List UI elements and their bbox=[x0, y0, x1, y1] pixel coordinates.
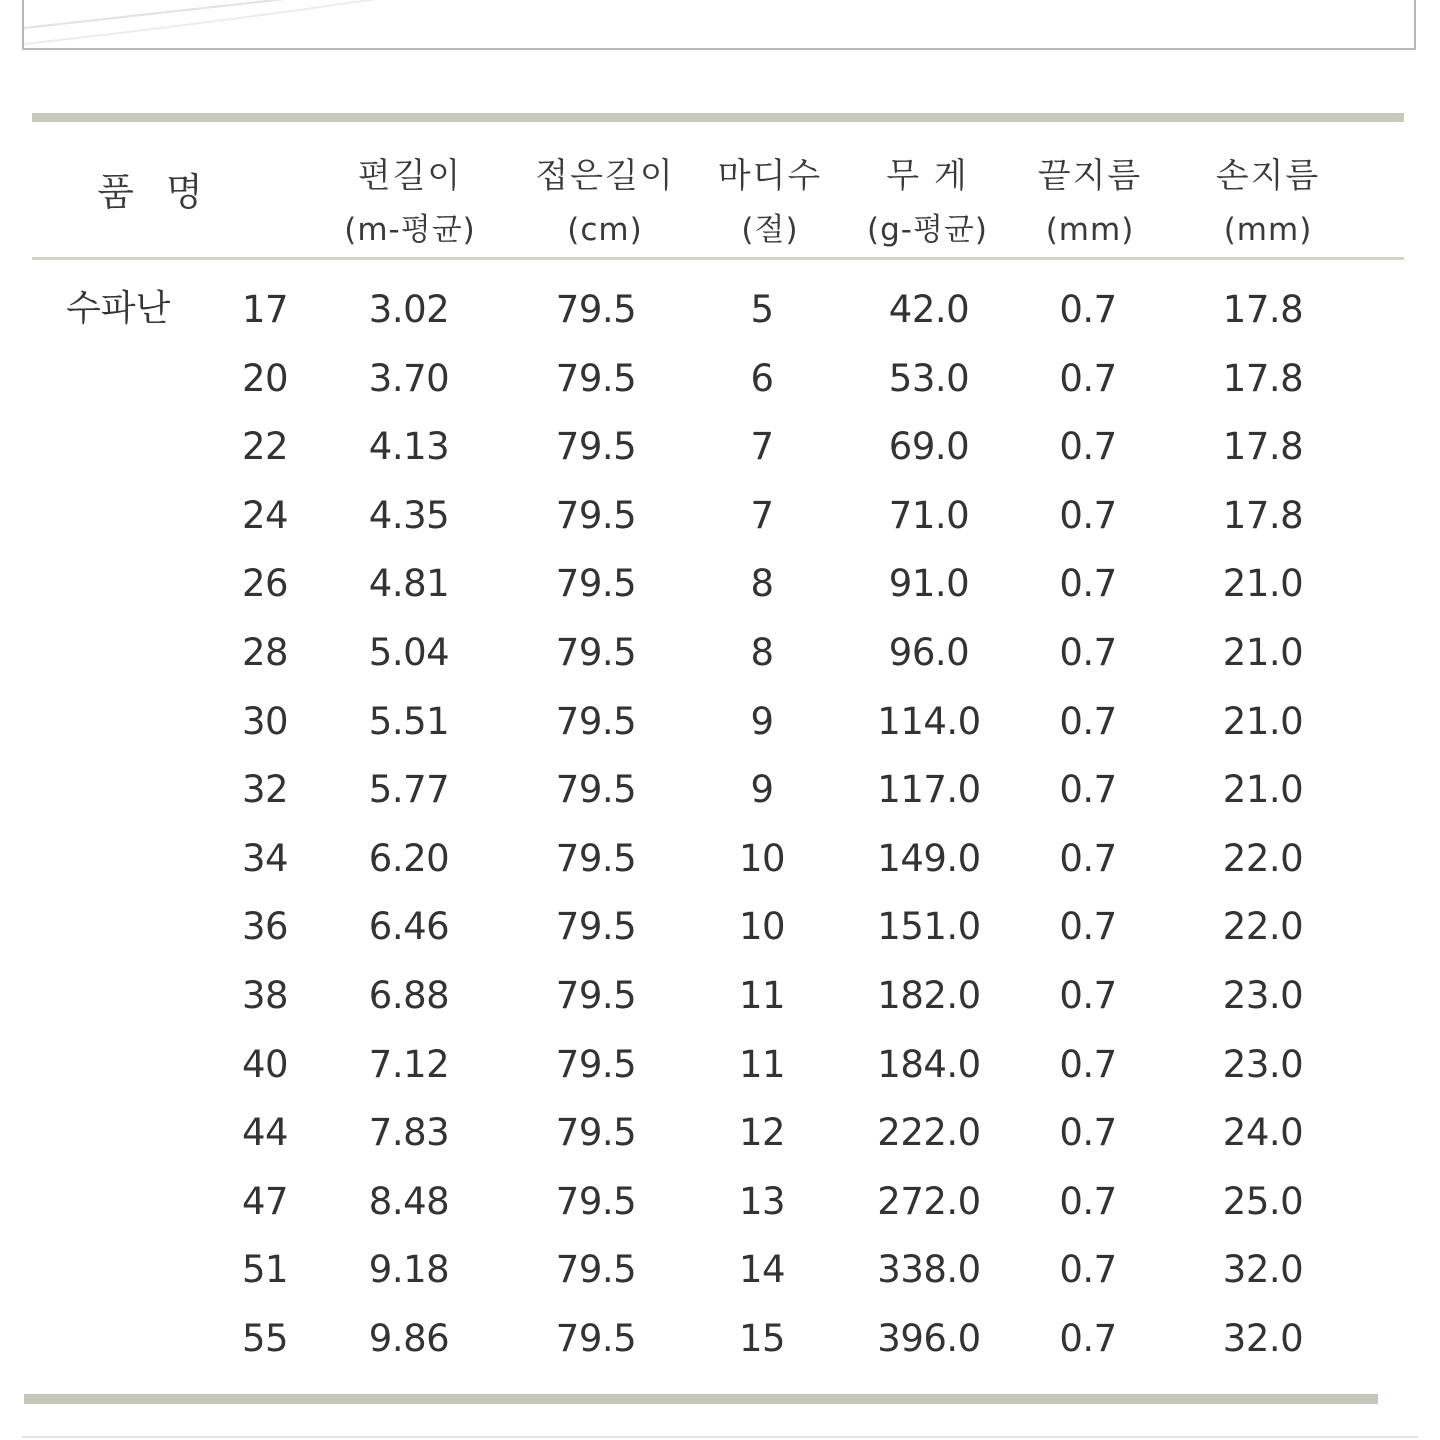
cell-grip-diameter: 21.0 bbox=[1222, 630, 1304, 674]
table-row bbox=[0, 1244, 1440, 1313]
table-row bbox=[0, 558, 1440, 627]
cell-folded-length: 79.5 bbox=[555, 493, 637, 537]
table-row bbox=[0, 1176, 1440, 1245]
cell-length: 3.02 bbox=[368, 288, 450, 331]
cell-sections: 10 bbox=[738, 905, 786, 949]
cell-length: 7.12 bbox=[368, 1042, 450, 1086]
cell-grip-diameter: 25.0 bbox=[1222, 1179, 1304, 1223]
cell-tip-diameter: 0.7 bbox=[1059, 630, 1117, 674]
cell-folded-length: 79.5 bbox=[555, 768, 637, 812]
table-row bbox=[0, 490, 1440, 559]
cell-grip-diameter: 32.0 bbox=[1222, 1316, 1304, 1360]
cell-length: 5.04 bbox=[368, 630, 450, 674]
cell-sections: 5 bbox=[750, 288, 774, 331]
cell-folded-length: 79.5 bbox=[555, 699, 637, 743]
cell-tip-diameter: 0.7 bbox=[1059, 973, 1117, 1017]
cell-weight: 396.0 bbox=[877, 1316, 981, 1360]
cell-tip-diameter: 0.7 bbox=[1059, 1042, 1117, 1086]
cell-folded-length: 79.5 bbox=[555, 973, 637, 1017]
cell-model: 26 bbox=[241, 562, 289, 606]
cell-grip-diameter: 21.0 bbox=[1222, 699, 1304, 743]
cell-weight: 91.0 bbox=[888, 562, 970, 606]
cell-weight: 117.0 bbox=[877, 768, 981, 812]
cell-length: 4.13 bbox=[368, 425, 450, 469]
cell-folded-length: 79.5 bbox=[555, 1316, 637, 1360]
decorative-curves bbox=[24, 0, 1416, 50]
cell-grip-diameter: 22.0 bbox=[1222, 905, 1304, 949]
cell-length: 9.18 bbox=[368, 1248, 450, 1292]
cell-weight: 272.0 bbox=[877, 1179, 981, 1223]
cell-sections: 7 bbox=[750, 493, 774, 537]
cell-folded-length: 79.5 bbox=[555, 836, 637, 880]
cell-model: 17 bbox=[241, 288, 289, 331]
cell-weight: 96.0 bbox=[888, 630, 970, 674]
cell-weight: 69.0 bbox=[888, 425, 970, 469]
cell-model: 34 bbox=[241, 836, 289, 880]
cell-model: 32 bbox=[241, 768, 289, 812]
table-top-rule bbox=[32, 113, 1404, 122]
cell-length: 6.88 bbox=[368, 973, 450, 1017]
cell-tip-diameter: 0.7 bbox=[1059, 288, 1117, 331]
cell-model: 36 bbox=[241, 905, 289, 949]
cell-sections: 14 bbox=[738, 1248, 786, 1292]
cell-tip-diameter: 0.7 bbox=[1059, 905, 1117, 949]
cell-tip-diameter: 0.7 bbox=[1059, 1248, 1117, 1292]
cell-weight: 338.0 bbox=[877, 1248, 981, 1292]
table-header-divider bbox=[32, 257, 1404, 260]
cell-folded-length: 79.5 bbox=[555, 1248, 637, 1292]
cell-folded-length: 79.5 bbox=[555, 1042, 637, 1086]
table-row bbox=[0, 1313, 1440, 1382]
header-product-name: 품 명 bbox=[97, 170, 213, 214]
cell-sections: 12 bbox=[738, 1111, 786, 1155]
cell-weight: 222.0 bbox=[877, 1111, 981, 1155]
cell-length: 6.46 bbox=[368, 905, 450, 949]
cell-tip-diameter: 0.7 bbox=[1059, 425, 1117, 469]
cell-model: 30 bbox=[241, 699, 289, 743]
cell-tip-diameter: 0.7 bbox=[1059, 493, 1117, 537]
cell-length: 4.81 bbox=[368, 562, 450, 606]
header-grip-diameter: 손지름 (mm) bbox=[1215, 156, 1321, 248]
cell-length: 5.77 bbox=[368, 768, 450, 812]
cell-sections: 9 bbox=[750, 768, 774, 812]
cell-model: 28 bbox=[241, 630, 289, 674]
cell-tip-diameter: 0.7 bbox=[1059, 699, 1117, 743]
cell-folded-length: 79.5 bbox=[555, 425, 637, 469]
cell-weight: 71.0 bbox=[888, 493, 970, 537]
cell-sections: 7 bbox=[750, 425, 774, 469]
cell-grip-diameter: 21.0 bbox=[1222, 562, 1304, 606]
cell-length: 4.35 bbox=[368, 493, 450, 537]
cell-length: 9.86 bbox=[368, 1316, 450, 1360]
header-weight: 무 게 (g-평균) bbox=[867, 156, 988, 248]
cell-weight: 149.0 bbox=[877, 836, 981, 880]
header-length: 편길이 (m-평균) bbox=[344, 156, 476, 248]
cell-tip-diameter: 0.7 bbox=[1059, 768, 1117, 812]
top-banner-frame bbox=[22, 0, 1416, 50]
cell-model: 40 bbox=[241, 1042, 289, 1086]
cell-model: 44 bbox=[241, 1111, 289, 1155]
cell-tip-diameter: 0.7 bbox=[1059, 1111, 1117, 1155]
table-row bbox=[0, 764, 1440, 833]
cell-grip-diameter: 23.0 bbox=[1222, 973, 1304, 1017]
cell-weight: 151.0 bbox=[877, 905, 981, 949]
cell-grip-diameter: 22.0 bbox=[1222, 836, 1304, 880]
cell-model: 24 bbox=[241, 493, 289, 537]
cell-grip-diameter: 24.0 bbox=[1222, 1111, 1304, 1155]
table-row bbox=[0, 970, 1440, 1039]
table-bottom-rule bbox=[24, 1394, 1378, 1404]
cell-sections: 8 bbox=[750, 630, 774, 674]
footer-divider bbox=[22, 1436, 1418, 1438]
cell-sections: 9 bbox=[750, 699, 774, 743]
cell-tip-diameter: 0.7 bbox=[1059, 1316, 1117, 1360]
product-name-cell: 수파난 bbox=[66, 288, 171, 329]
table-row bbox=[0, 353, 1440, 422]
cell-sections: 11 bbox=[738, 1042, 786, 1086]
cell-model: 55 bbox=[241, 1316, 289, 1360]
cell-length: 7.83 bbox=[368, 1111, 450, 1155]
cell-weight: 182.0 bbox=[877, 973, 981, 1017]
cell-model: 51 bbox=[241, 1248, 289, 1292]
table-row bbox=[0, 1039, 1440, 1108]
cell-weight: 53.0 bbox=[888, 356, 970, 400]
cell-length: 5.51 bbox=[368, 699, 450, 743]
cell-length: 3.70 bbox=[368, 356, 450, 400]
cell-length: 6.20 bbox=[368, 836, 450, 880]
cell-folded-length: 79.5 bbox=[555, 562, 637, 606]
cell-sections: 10 bbox=[738, 836, 786, 880]
cell-tip-diameter: 0.7 bbox=[1059, 1179, 1117, 1223]
header-sections: 마디수 (절) bbox=[717, 156, 823, 248]
cell-folded-length: 79.5 bbox=[555, 1179, 637, 1223]
cell-folded-length: 79.5 bbox=[555, 288, 637, 331]
cell-grip-diameter: 23.0 bbox=[1222, 1042, 1304, 1086]
header-tip-diameter: 끝지름 (mm) bbox=[1037, 156, 1143, 248]
cell-weight: 184.0 bbox=[877, 1042, 981, 1086]
cell-model: 38 bbox=[241, 973, 289, 1017]
cell-grip-diameter: 32.0 bbox=[1222, 1248, 1304, 1292]
table-row bbox=[0, 627, 1440, 696]
cell-tip-diameter: 0.7 bbox=[1059, 356, 1117, 400]
cell-length: 8.48 bbox=[368, 1179, 450, 1223]
cell-weight: 114.0 bbox=[877, 699, 981, 743]
table-row bbox=[0, 1107, 1440, 1176]
cell-weight: 42.0 bbox=[888, 288, 970, 331]
table-row bbox=[0, 696, 1440, 765]
cell-sections: 8 bbox=[750, 562, 774, 606]
cell-grip-diameter: 17.8 bbox=[1222, 493, 1304, 537]
cell-grip-diameter: 17.8 bbox=[1222, 356, 1304, 400]
cell-folded-length: 79.5 bbox=[555, 1111, 637, 1155]
cell-sections: 13 bbox=[738, 1179, 786, 1223]
cell-model: 20 bbox=[241, 356, 289, 400]
cell-folded-length: 79.5 bbox=[555, 905, 637, 949]
cell-tip-diameter: 0.7 bbox=[1059, 836, 1117, 880]
table-row bbox=[0, 833, 1440, 902]
cell-grip-diameter: 17.8 bbox=[1222, 425, 1304, 469]
table-body bbox=[0, 284, 1440, 1382]
cell-tip-diameter: 0.7 bbox=[1059, 562, 1117, 606]
cell-grip-diameter: 21.0 bbox=[1222, 768, 1304, 812]
header-folded-length: 접은길이 (cm) bbox=[535, 156, 675, 248]
cell-sections: 6 bbox=[750, 356, 774, 400]
cell-model: 22 bbox=[241, 425, 289, 469]
cell-sections: 11 bbox=[738, 973, 786, 1017]
table-row bbox=[0, 421, 1440, 490]
table-row bbox=[0, 901, 1440, 970]
cell-folded-length: 79.5 bbox=[555, 356, 637, 400]
cell-folded-length: 79.5 bbox=[555, 630, 637, 674]
cell-model: 47 bbox=[241, 1179, 289, 1223]
cell-sections: 15 bbox=[738, 1316, 786, 1360]
cell-grip-diameter: 17.8 bbox=[1222, 288, 1304, 331]
table-row bbox=[0, 284, 1440, 353]
